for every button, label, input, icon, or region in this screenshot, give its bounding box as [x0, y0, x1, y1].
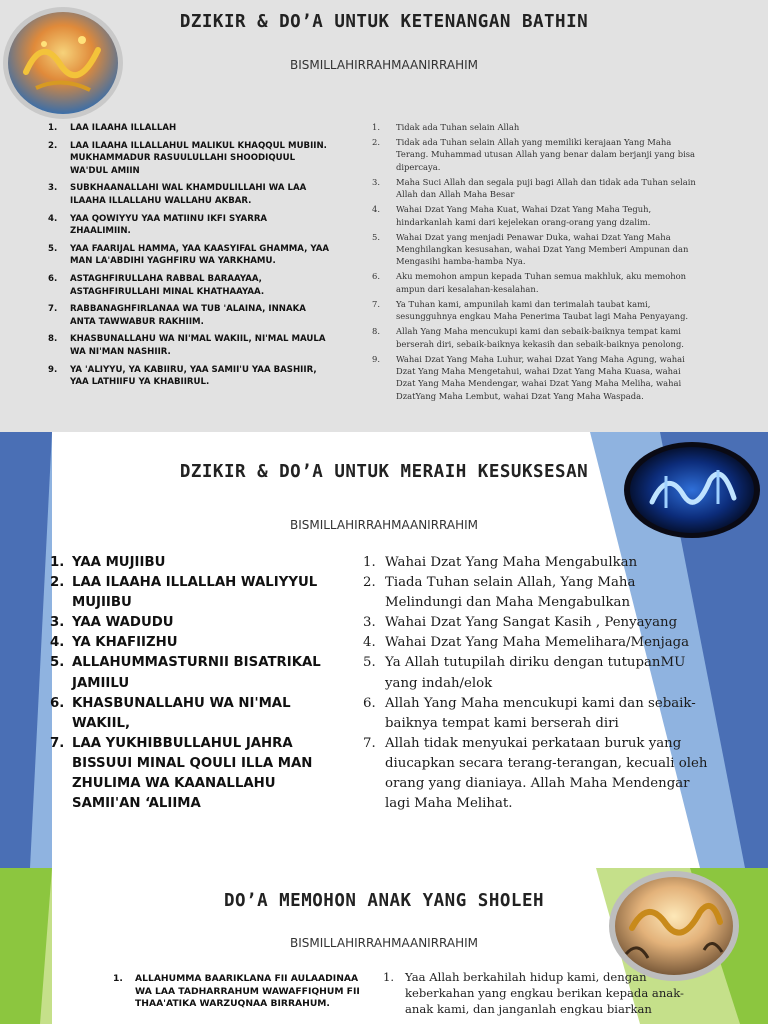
list-item: 7. Allah tidak menyukai perkataan buruk yang diucapkan secara terang-terangan, kecuali oleh orang yang dianiaya. Allah Maha Mendengar lagi Maha Melihat.	[363, 735, 708, 812]
list-item: 7. LAA YUKHIBBULLAHUL JAHRA BISSUUI MINAL QOULI ILLA MAN ZHULIMA WA KAANALLAHU SAMII'AN ‘ALIIMA	[50, 735, 313, 812]
list-item: 1. Wahai Dzat Yang Maha Mengabulkan	[363, 555, 638, 570]
list-item: 2. LAA ILAAHA ILLALLAH WALIYYUL MUJIIBU	[50, 575, 318, 611]
list-item: 2. Tiada Tuhan selain Allah, Yang Maha Melindungi dan Maha Mengabulkan	[363, 575, 636, 611]
bismillah-subtitle: BISMILLAHIRRAHMAANIRRAHIM	[289, 58, 479, 72]
list-item: 6. KHASBUNALLAHU WA NI'MAL WAKIIL,	[50, 695, 291, 731]
list-item: 5. Ya Allah tutupilah diriku dengan tutupanMU yang indah/elok	[363, 655, 686, 691]
list-item: 5. ALLAHUMMASTURNII BISATRIKAL JAMIILU	[50, 655, 321, 691]
slide-meraih-kesuksesan	[0, 432, 768, 868]
list-item: 7. RABBANAGHFIRLANAA WA TUB 'ALAINA, INNAKA ANTA TAWWABUR RAKHIIM.	[48, 304, 306, 327]
slide-anak-sholeh	[0, 868, 768, 1024]
doa-list-arabic	[113, 973, 373, 1011]
dzikir-list-translation	[372, 121, 697, 405]
slide-title: DZIKIR & DO’A UNTUK KETENANGAN BATHIN	[179, 12, 589, 32]
list-item: 3. Maha Suci Allah dan segala puji bagi Allah dan tidak ada Tuhan selain Allah dan Allah Maha Besar	[372, 176, 696, 200]
list-item: 2. LAA ILAAHA ILLALLAHUL MALIKUL KHAQQUL MUBIIN. MUKHAMMADUR RASUULULLAHI SHOODIQUUL WA'DUL AMIIN	[48, 140, 327, 176]
bismillah-subtitle: BISMILLAHIRRAHMAANIRRAHIM	[289, 936, 479, 950]
list-item: 2. Tidak ada Tuhan selain Allah yang memiliki kerajaan Yang Maha Terang. Muhammad utusan Allah yang benar dalam berjanji yang bisa dipercaya.	[372, 137, 696, 172]
list-item: 5. Wahai Dzat yang menjadi Penawar Duka, wahai Dzat Yang Maha Menghilangkan kesusahan, wahai Dzat Yang Memberi Ampunan dan Mengasihi hamba-hamba Nya.	[372, 231, 689, 267]
list-item: 1. Yaa Allah berkahilah hidup kami, dengan keberkahan yang engkau berikan kepada anak-anak kami, dan janganlah engkau biarkan	[383, 970, 684, 1016]
list-item: 4. Wahai Dzat Yang Maha Kuat, Wahai Dzat Yang Maha Teguh, hindarkanlah kami dari kejelekan orang-orang yang dzalim.	[372, 204, 652, 227]
list-item: 7. Ya Tuhan kami, ampunilah kami dan terimalah taubat kami, sesungguhnya engkau Maha Penerima Taubat lagi Maha Penyayang.	[372, 298, 689, 322]
slide-title: DZIKIR & DO’A UNTUK MERAIH KESUKSESAN	[179, 462, 589, 482]
list-item: 3. YAA WADUDU	[50, 615, 174, 631]
list-item: 8. Allah Yang Maha mencukupi kami dan sebaik-baiknya tempat kami berserah diri, sebaik-baiknya kekasih dan sebaik-baiknya penolong.	[372, 326, 684, 349]
list-item: 1. ALLAHUMMA BAARIKLANA FII AULAADINAA WA LAA TADHARRAHUM WAWAFFIQHUM FII THAA'ATIKA WARZUQNAA BIRRAHUM.	[113, 973, 360, 1010]
list-item: 1. Tidak ada Tuhan selain Allah	[372, 122, 520, 132]
slide-title: DO’A MEMOHON ANAK YANG SHOLEH	[223, 891, 545, 911]
list-item: 4. Wahai Dzat Yang Maha Memelihara/Menjaga	[363, 635, 690, 651]
doa-list-translation	[383, 969, 693, 1017]
list-item: 4. YAA QOWIYYU YAA MATIINU IKFI SYARRA ZHAALIMIIN.	[48, 213, 268, 237]
dzikir-list-arabic	[48, 122, 330, 394]
ar-rahman-calligraphy-emblem	[608, 870, 740, 982]
list-item: 9. YA 'ALIYYU, YA KABIIRU, YAA SAMII'U YAA BASHIIR, YAA LATHIIFU YA KHABIIRUL.	[48, 364, 317, 388]
list-item: 6. Allah Yang Maha mencukupi kami dan sebaik-baiknya tempat kami berserah diri	[363, 695, 696, 731]
list-item: 8. KHASBUNALLAHU WA NI'MAL WAKIIL, NI'MAL MAULA WA NI'MAN NASHIIR.	[48, 334, 326, 357]
list-item: 3. Wahai Dzat Yang Sangat Kasih , Penyayang	[363, 615, 678, 631]
list-item: 1. LAA ILAAHA ILLALLAH	[48, 123, 177, 133]
dzikir-list-arabic	[50, 553, 330, 814]
list-item: 6. Aku memohon ampun kepada Tuhan semua makhluk, aku memohon ampun dari kesalahan-kesalahan.	[372, 271, 687, 294]
bismillah-subtitle: BISMILLAHIRRAHMAANIRRAHIM	[289, 518, 479, 532]
slide-ketenangan-bathin	[0, 0, 768, 432]
list-item: 9. Wahai Dzat Yang Maha Luhur, wahai Dzat Yang Maha Agung, wahai Dzat Yang Maha Mengetahui, wahai Dzat Yang Maha Kuasa, wahai Dzat Yang Maha Mendengar, wahai Dzat Yang Maha Meliha, wahai DzatYang Maha Lembut, wahai Dzat Yang Maha Waspada.	[372, 353, 685, 401]
list-item: 1. YAA MUJIIBU	[50, 555, 166, 570]
list-item: 3. SUBKHAANALLAHI WAL KHAMDULILLAHI WA LAA ILAAHA ILLALLAHU WALLAHU AKBAR.	[48, 183, 307, 206]
list-item: 4. YA KHAFIIZHU	[50, 635, 178, 651]
list-item: 6. ASTAGHFIRULLAHA RABBAL BARAAYAA, ASTAGHFIRULLAHI MINAL KHATHAAYAA.	[48, 273, 265, 297]
dzikir-list-translation	[363, 553, 708, 814]
list-item: 5. YAA FAARIJAL HAMMA, YAA KAASYIFAL GHAMMA, YAA MAN LA'ABDIHI YAGHFIRU WA YARKHAMU.	[48, 243, 330, 267]
